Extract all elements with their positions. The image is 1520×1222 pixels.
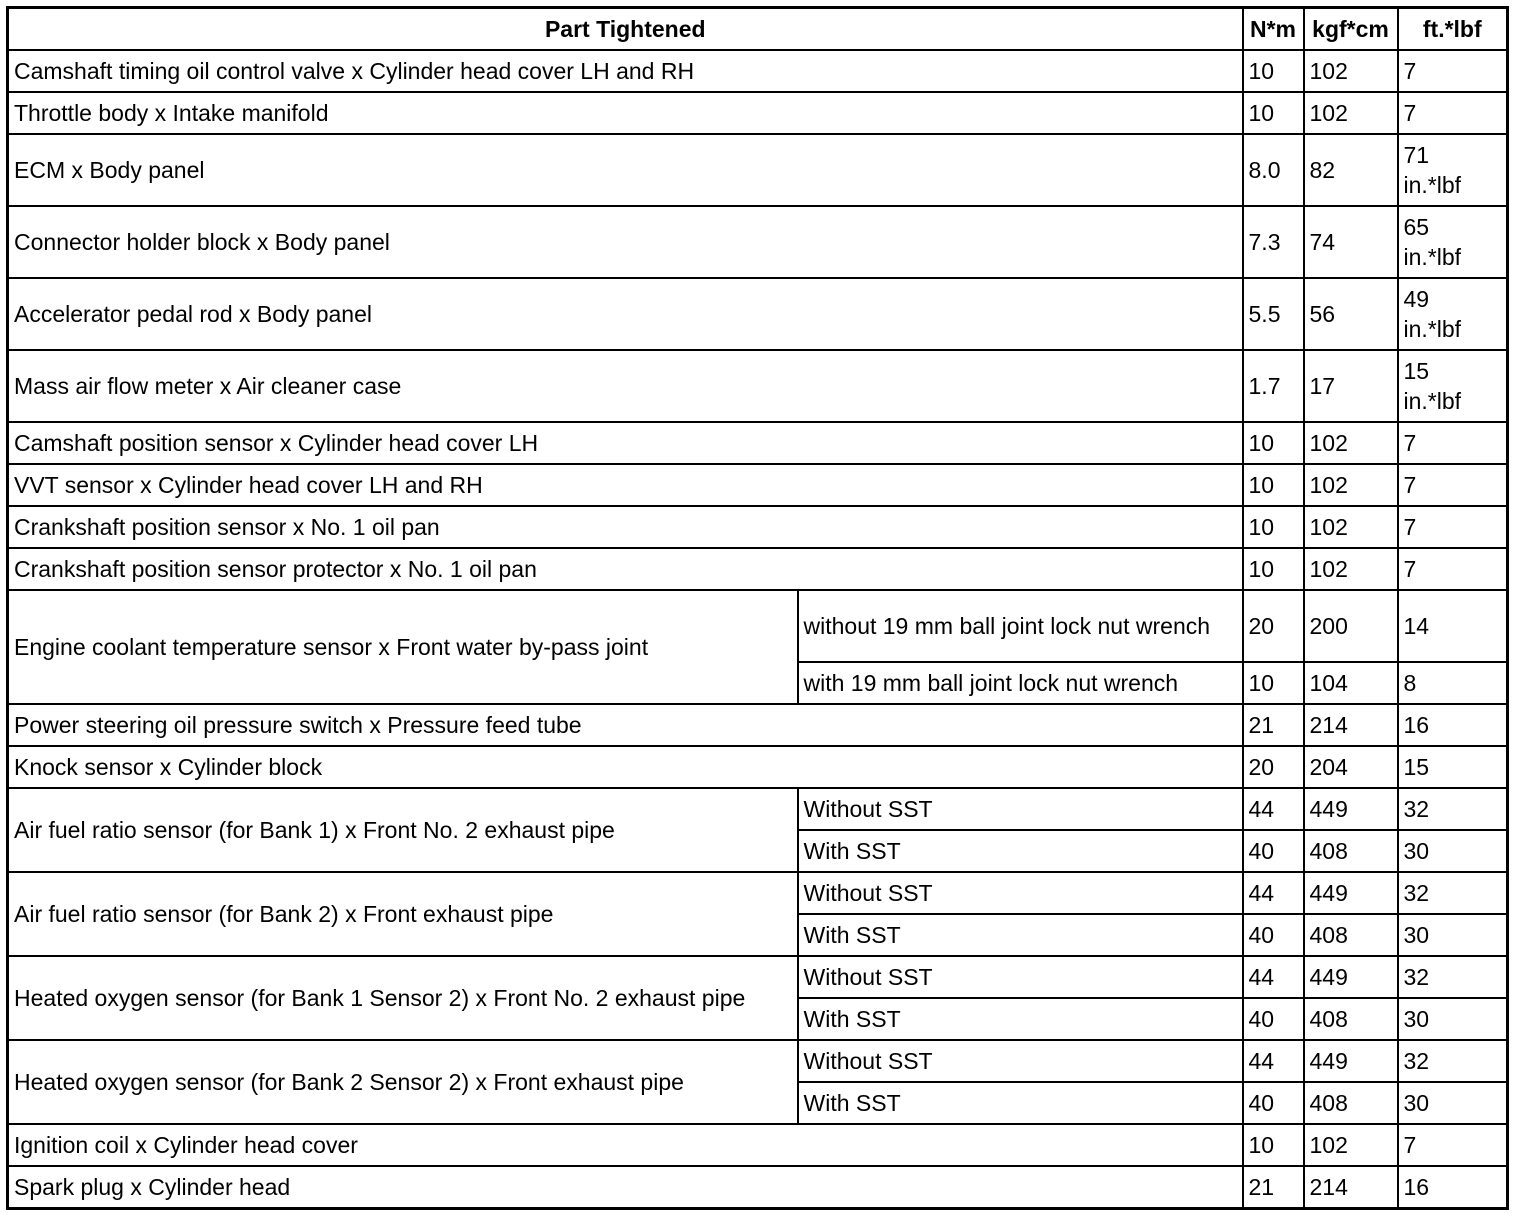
part-cell: Connector holder block x Body panel xyxy=(8,206,1243,278)
nm-cell: 40 xyxy=(1243,914,1304,956)
part-cell: VVT sensor x Cylinder head cover LH and RH xyxy=(8,464,1243,506)
condition-cell: With SST xyxy=(798,830,1243,872)
part-cell: Crankshaft position sensor x No. 1 oil pan xyxy=(8,506,1243,548)
part-cell: Crankshaft position sensor protector x No. 1 oil pan xyxy=(8,548,1243,590)
nm-cell: 10 xyxy=(1243,1124,1304,1166)
table-row xyxy=(8,590,1508,662)
ft-cell: 30 xyxy=(1398,998,1508,1040)
header-row xyxy=(8,8,1508,51)
ft-cell: 30 xyxy=(1398,830,1508,872)
nm-cell: 8.0 xyxy=(1243,134,1304,206)
nm-cell: 10 xyxy=(1243,92,1304,134)
ft-unit: in.*lbf xyxy=(1403,388,1462,414)
table-row xyxy=(8,134,1508,206)
condition-cell: With SST xyxy=(798,1082,1243,1124)
table-row xyxy=(8,1166,1508,1209)
part-cell: Camshaft position sensor x Cylinder head cover LH xyxy=(8,422,1243,464)
kgf-cell: 214 xyxy=(1304,1166,1398,1209)
nm-cell: 10 xyxy=(1243,548,1304,590)
ft-cell: 7 xyxy=(1398,506,1508,548)
kgf-cell: 214 xyxy=(1304,704,1398,746)
ft-cell: 7 xyxy=(1398,464,1508,506)
ft-cell xyxy=(1398,278,1508,350)
table-row xyxy=(8,278,1508,350)
kgf-cell: 102 xyxy=(1304,50,1398,92)
kgf-cell: 74 xyxy=(1304,206,1398,278)
header-nm: N*m xyxy=(1243,8,1304,51)
table-row xyxy=(8,746,1508,788)
ft-unit: in.*lbf xyxy=(1403,172,1462,198)
nm-cell: 1.7 xyxy=(1243,350,1304,422)
condition-cell: without 19 mm ball joint lock nut wrench xyxy=(798,590,1243,662)
condition-cell: With SST xyxy=(798,914,1243,956)
condition-cell: With SST xyxy=(798,998,1243,1040)
ft-cell: 30 xyxy=(1398,1082,1508,1124)
part-cell: Air fuel ratio sensor (for Bank 2) x Front exhaust pipe xyxy=(8,872,798,956)
nm-cell: 44 xyxy=(1243,956,1304,998)
ft-unit: in.*lbf xyxy=(1403,316,1462,342)
kgf-cell: 449 xyxy=(1304,1040,1398,1082)
nm-cell: 10 xyxy=(1243,50,1304,92)
table-row xyxy=(8,1124,1508,1166)
kgf-cell: 17 xyxy=(1304,350,1398,422)
table-row xyxy=(8,548,1508,590)
table-row xyxy=(8,206,1508,278)
condition-cell: Without SST xyxy=(798,788,1243,830)
part-cell: Engine coolant temperature sensor x Front water by-pass joint xyxy=(8,590,798,704)
kgf-cell: 449 xyxy=(1304,872,1398,914)
nm-cell: 10 xyxy=(1243,464,1304,506)
nm-cell: 10 xyxy=(1243,506,1304,548)
ft-cell: 7 xyxy=(1398,50,1508,92)
ft-cell: 15 xyxy=(1398,746,1508,788)
table-row xyxy=(8,50,1508,92)
kgf-cell: 104 xyxy=(1304,662,1398,704)
part-cell: Power steering oil pressure switch x Pressure feed tube xyxy=(8,704,1243,746)
nm-cell: 20 xyxy=(1243,590,1304,662)
table-row xyxy=(8,506,1508,548)
header-kgf-cm: kgf*cm xyxy=(1304,8,1398,51)
header-part-tightened: Part Tightened xyxy=(8,8,1243,51)
header-ft-lbf: ft.*lbf xyxy=(1398,8,1508,51)
kgf-cell: 102 xyxy=(1304,464,1398,506)
part-cell: Ignition coil x Cylinder head cover xyxy=(8,1124,1243,1166)
table-row xyxy=(8,872,1508,914)
torque-specification-table xyxy=(6,6,1509,1210)
nm-cell: 7.3 xyxy=(1243,206,1304,278)
kgf-cell: 56 xyxy=(1304,278,1398,350)
table-row xyxy=(8,422,1508,464)
ft-cell: 16 xyxy=(1398,1166,1508,1209)
kgf-cell: 102 xyxy=(1304,1124,1398,1166)
nm-cell: 5.5 xyxy=(1243,278,1304,350)
kgf-cell: 408 xyxy=(1304,1082,1398,1124)
nm-cell: 44 xyxy=(1243,788,1304,830)
ft-cell: 8 xyxy=(1398,662,1508,704)
table-row xyxy=(8,464,1508,506)
part-cell: Spark plug x Cylinder head xyxy=(8,1166,1243,1209)
ft-cell: 16 xyxy=(1398,704,1508,746)
table-row xyxy=(8,350,1508,422)
part-cell: Mass air flow meter x Air cleaner case xyxy=(8,350,1243,422)
kgf-cell: 449 xyxy=(1304,956,1398,998)
kgf-cell: 200 xyxy=(1304,590,1398,662)
table-row xyxy=(8,704,1508,746)
nm-cell: 20 xyxy=(1243,746,1304,788)
kgf-cell: 408 xyxy=(1304,830,1398,872)
ft-cell: 32 xyxy=(1398,872,1508,914)
nm-cell: 44 xyxy=(1243,872,1304,914)
part-cell: Camshaft timing oil control valve x Cylinder head cover LH and RH xyxy=(8,50,1243,92)
condition-cell: with 19 mm ball joint lock nut wrench xyxy=(798,662,1243,704)
ft-value: 15 xyxy=(1403,358,1430,384)
table-row xyxy=(8,1040,1508,1082)
part-cell: Throttle body x Intake manifold xyxy=(8,92,1243,134)
condition-cell: Without SST xyxy=(798,872,1243,914)
kgf-cell: 408 xyxy=(1304,998,1398,1040)
ft-value: 65 xyxy=(1403,214,1430,240)
condition-cell: Without SST xyxy=(798,956,1243,998)
part-cell: ECM x Body panel xyxy=(8,134,1243,206)
ft-cell xyxy=(1398,350,1508,422)
part-cell: Air fuel ratio sensor (for Bank 1) x Front No. 2 exhaust pipe xyxy=(8,788,798,872)
kgf-cell: 102 xyxy=(1304,548,1398,590)
part-cell: Accelerator pedal rod x Body panel xyxy=(8,278,1243,350)
nm-cell: 10 xyxy=(1243,422,1304,464)
ft-cell: 32 xyxy=(1398,1040,1508,1082)
condition-cell: Without SST xyxy=(798,1040,1243,1082)
ft-cell: 32 xyxy=(1398,788,1508,830)
ft-cell: 7 xyxy=(1398,92,1508,134)
kgf-cell: 102 xyxy=(1304,92,1398,134)
ft-cell xyxy=(1398,206,1508,278)
nm-cell: 44 xyxy=(1243,1040,1304,1082)
part-cell: Knock sensor x Cylinder block xyxy=(8,746,1243,788)
nm-cell: 10 xyxy=(1243,662,1304,704)
ft-cell: 7 xyxy=(1398,422,1508,464)
nm-cell: 40 xyxy=(1243,998,1304,1040)
ft-value: 71 xyxy=(1403,142,1430,168)
kgf-cell: 102 xyxy=(1304,506,1398,548)
kgf-cell: 82 xyxy=(1304,134,1398,206)
ft-unit: in.*lbf xyxy=(1403,244,1462,270)
part-cell: Heated oxygen sensor (for Bank 1 Sensor 2) x Front No. 2 exhaust pipe xyxy=(8,956,798,1040)
kgf-cell: 204 xyxy=(1304,746,1398,788)
kgf-cell: 408 xyxy=(1304,914,1398,956)
kgf-cell: 102 xyxy=(1304,422,1398,464)
ft-cell: 7 xyxy=(1398,548,1508,590)
nm-cell: 40 xyxy=(1243,1082,1304,1124)
part-cell: Heated oxygen sensor (for Bank 2 Sensor 2) x Front exhaust pipe xyxy=(8,1040,798,1124)
nm-cell: 40 xyxy=(1243,830,1304,872)
ft-cell xyxy=(1398,134,1508,206)
nm-cell: 21 xyxy=(1243,704,1304,746)
ft-cell: 7 xyxy=(1398,1124,1508,1166)
table-row xyxy=(8,788,1508,830)
ft-value: 49 xyxy=(1403,286,1430,312)
nm-cell: 21 xyxy=(1243,1166,1304,1209)
ft-cell: 32 xyxy=(1398,956,1508,998)
ft-cell: 14 xyxy=(1398,590,1508,662)
ft-cell: 30 xyxy=(1398,914,1508,956)
table-row xyxy=(8,92,1508,134)
kgf-cell: 449 xyxy=(1304,788,1398,830)
table-row xyxy=(8,956,1508,998)
